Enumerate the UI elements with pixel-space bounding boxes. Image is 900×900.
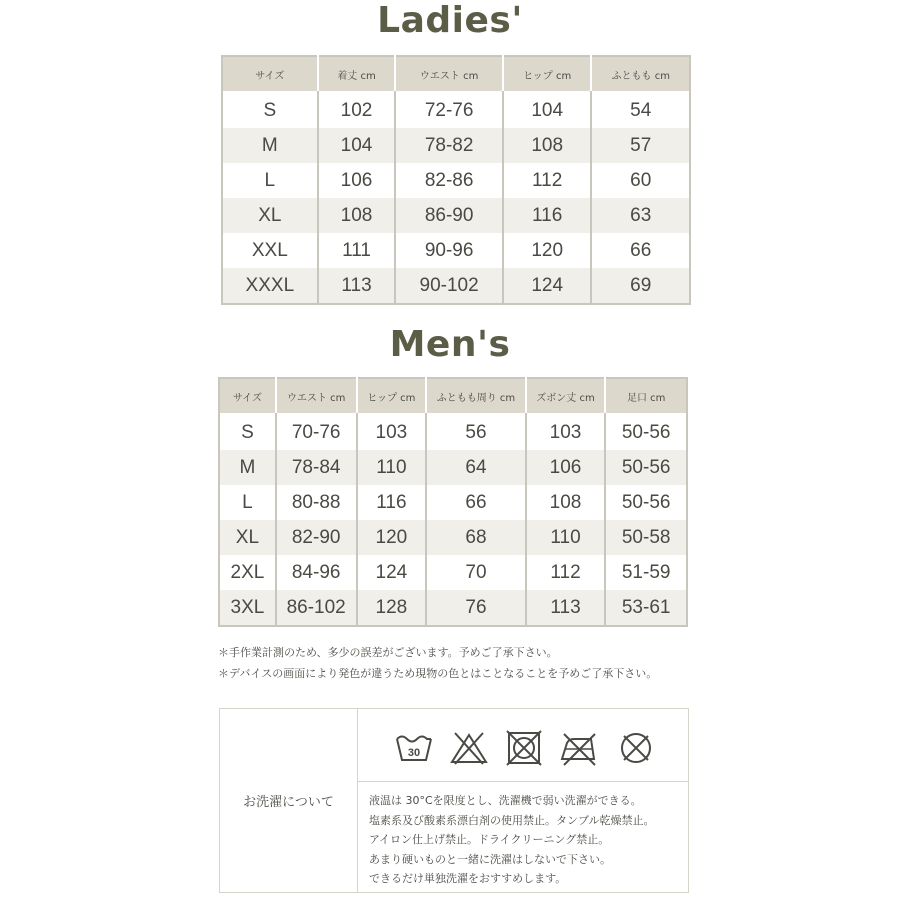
cell-waist: 90-102 xyxy=(395,268,502,304)
cell-hip: 120 xyxy=(357,520,427,555)
table-row xyxy=(222,268,690,304)
cell-hip: 112 xyxy=(503,163,592,198)
cell-pants-length: 110 xyxy=(526,520,606,555)
cell-thigh: 63 xyxy=(591,198,690,233)
cell-hem: 53-61 xyxy=(605,590,687,626)
table-row xyxy=(219,485,687,520)
cell-pants-length: 103 xyxy=(526,413,606,450)
cell-size: M xyxy=(219,450,276,485)
cell-thigh: 60 xyxy=(591,163,690,198)
no-tumble-dry-icon xyxy=(504,729,544,767)
cell-length: 108 xyxy=(318,198,396,233)
table-row xyxy=(222,163,690,198)
cell-size: L xyxy=(222,163,318,198)
no-bleach-icon xyxy=(449,729,489,767)
header-hip: ヒップ cm xyxy=(357,378,427,413)
table-row xyxy=(219,590,687,626)
cell-pants-length: 113 xyxy=(526,590,606,626)
care-line: アイロン仕上げ禁止。ドライクリーニング禁止。 xyxy=(369,833,610,846)
table-header-row xyxy=(219,378,687,413)
cell-size: XL xyxy=(219,520,276,555)
cell-waist: 72-76 xyxy=(395,91,502,128)
cell-hip: 124 xyxy=(503,268,592,304)
header-hem: 足口 cm xyxy=(605,378,687,413)
header-pants-length: ズボン丈 cm xyxy=(526,378,606,413)
cell-hip: 110 xyxy=(357,450,427,485)
table-row xyxy=(219,520,687,555)
header-length: 着丈 cm xyxy=(318,56,396,91)
care-instructions xyxy=(369,791,655,889)
table-row xyxy=(222,233,690,268)
notes xyxy=(218,642,657,684)
cell-hem: 51-59 xyxy=(605,555,687,590)
cell-thigh: 54 xyxy=(591,91,690,128)
cell-size: XL xyxy=(222,198,318,233)
table-row xyxy=(222,128,690,163)
cell-thigh: 56 xyxy=(426,413,525,450)
cell-waist: 90-96 xyxy=(395,233,502,268)
no-iron-icon xyxy=(559,729,599,767)
cell-length: 111 xyxy=(318,233,396,268)
note-measurement: ＊手作業計測のため、多少の誤差がございます。予めご了承下さい。 xyxy=(218,646,558,659)
cell-hem: 50-56 xyxy=(605,413,687,450)
cell-size: XXL xyxy=(222,233,318,268)
table-row xyxy=(222,91,690,128)
mens-size-table xyxy=(218,377,688,627)
cell-hip: 120 xyxy=(503,233,592,268)
table-row xyxy=(219,555,687,590)
cell-hip: 108 xyxy=(503,128,592,163)
cell-thigh: 76 xyxy=(426,590,525,626)
cell-thigh: 69 xyxy=(591,268,690,304)
header-hip: ヒップ cm xyxy=(503,56,592,91)
cell-thigh: 64 xyxy=(426,450,525,485)
cell-hem: 50-56 xyxy=(605,485,687,520)
cell-thigh: 57 xyxy=(591,128,690,163)
care-box xyxy=(219,708,689,893)
cell-hip: 116 xyxy=(357,485,427,520)
care-line: できるだけ単独洗濯をおすすめします。 xyxy=(369,872,567,885)
cell-pants-length: 112 xyxy=(526,555,606,590)
cell-hem: 50-58 xyxy=(605,520,687,555)
header-waist: ウエスト cm xyxy=(276,378,357,413)
cell-hip: 103 xyxy=(357,413,427,450)
header-thigh: ふともも周り cm xyxy=(426,378,525,413)
cell-waist: 86-90 xyxy=(395,198,502,233)
cell-size: M xyxy=(222,128,318,163)
table-row xyxy=(219,413,687,450)
header-waist: ウエスト cm xyxy=(395,56,502,91)
cell-waist: 84-96 xyxy=(276,555,357,590)
cell-length: 104 xyxy=(318,128,396,163)
ladies-title: Ladies' xyxy=(377,0,523,41)
cell-thigh: 66 xyxy=(591,233,690,268)
cell-waist: 80-88 xyxy=(276,485,357,520)
care-line: 液温は 30°Cを限度とし、洗濯機で弱い洗濯ができる。 xyxy=(369,794,642,807)
cell-thigh: 66 xyxy=(426,485,525,520)
care-label-text: お洗濯について xyxy=(243,795,334,810)
cell-waist: 70-76 xyxy=(276,413,357,450)
cell-size: 3XL xyxy=(219,590,276,626)
ladies-size-table xyxy=(221,55,691,305)
cell-size: XXXL xyxy=(222,268,318,304)
cell-size: S xyxy=(219,413,276,450)
cell-hip: 128 xyxy=(357,590,427,626)
cell-pants-length: 108 xyxy=(526,485,606,520)
wash-30-icon xyxy=(394,729,434,767)
wash-temperature-text: 30 xyxy=(407,747,421,759)
cell-length: 106 xyxy=(318,163,396,198)
no-dry-clean-icon xyxy=(616,729,656,767)
care-line: 塩素系及び酸素系漂白剤の使用禁止。タンブル乾燥禁止。 xyxy=(369,813,655,827)
cell-size: S xyxy=(222,91,318,128)
table-row xyxy=(222,198,690,233)
cell-thigh: 70 xyxy=(426,555,525,590)
cell-waist: 82-90 xyxy=(276,520,357,555)
cell-length: 102 xyxy=(318,91,396,128)
table-header-row xyxy=(222,56,690,91)
cell-waist: 78-84 xyxy=(276,450,357,485)
cell-length: 113 xyxy=(318,268,396,304)
care-icons xyxy=(358,709,688,782)
mens-title: Men's xyxy=(389,324,511,365)
header-thigh: ふともも cm xyxy=(591,56,690,91)
cell-waist: 86-102 xyxy=(276,590,357,626)
cell-size: 2XL xyxy=(219,555,276,590)
care-label xyxy=(220,709,358,892)
cell-pants-length: 106 xyxy=(526,450,606,485)
cell-waist: 78-82 xyxy=(395,128,502,163)
cell-hip: 116 xyxy=(503,198,592,233)
table-row xyxy=(219,450,687,485)
header-size: サイズ xyxy=(219,378,276,413)
cell-size: L xyxy=(219,485,276,520)
cell-thigh: 68 xyxy=(426,520,525,555)
cell-hem: 50-56 xyxy=(605,450,687,485)
cell-hip: 104 xyxy=(503,91,592,128)
header-size: サイズ xyxy=(222,56,318,91)
cell-hip: 124 xyxy=(357,555,427,590)
note-color: ＊デバイスの画面により発色が違うため現物の色とはことなることを予めご了承下さい。 xyxy=(218,667,658,680)
cell-waist: 82-86 xyxy=(395,163,502,198)
care-line: あまり硬いものと一緒に洗濯はしないで下さい。 xyxy=(369,852,611,866)
